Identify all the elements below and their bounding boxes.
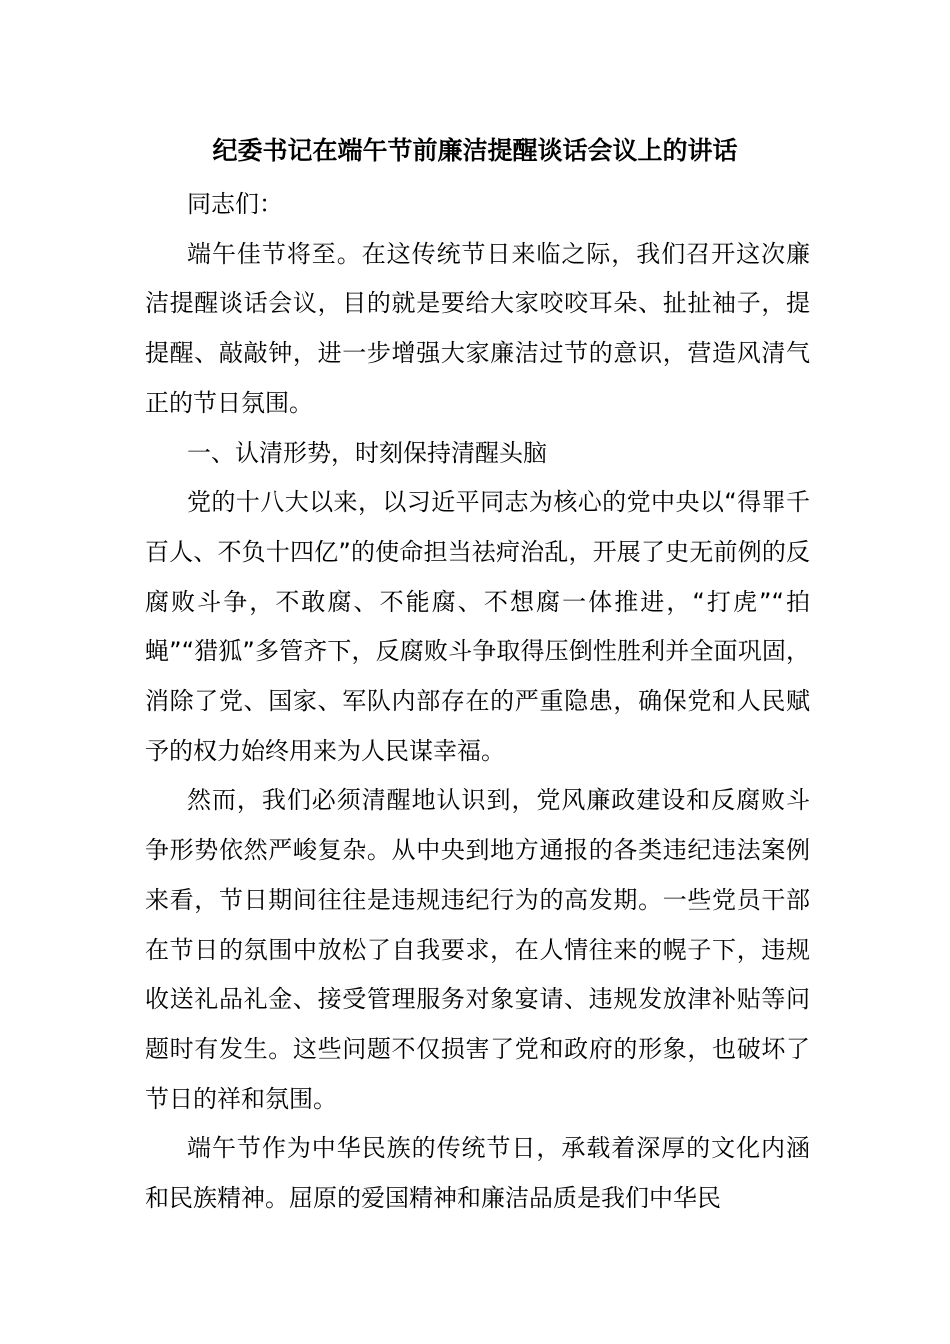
document-body [145,180,810,1224]
paragraph-dragon-boat: 端午节作为中华民族的传统节日，承载着深厚的文化内涵和民族精神。屈原的爱国精神和廉洁品质是我们中华民 [145,1134,810,1213]
paragraph-situation: 然而，我们必须清醒地认识到，党风廉政建设和反腐败斗争形势依然严峻复杂。从中央到地方通报的各类违纪违法案例来看，节日期间往往是违规违纪行为的高发期。一些党员干部在节日的氛围中放松了自我要求，在人情往来的幌子下，违规收送礼品礼金、接受管理服务对象宴请、违规发放津补贴等问题时有发生。这些问题不仅损害了党和政府的形象，也破坏了节日的祥和氛围。 [145,786,810,1113]
salutation: 同志们： [187,190,283,218]
paragraph-achievements: 党的十八大以来，以习近平同志为核心的党中央以“得罪千百人、不负十四亿”的使命担当祛疴治乱，开展了史无前例的反腐败斗争，不敢腐、不能腐、不想腐一体推进，“打虎”“拍蝇”“猎狐”多管齐下，反腐败斗争取得压倒性胜利并全面巩固，消除了党、国家、军队内部存在的严重隐患，确保党和人民赋予的权力始终用来为人民谋幸福。 [145,488,810,765]
document-title: 纪委书记在端午节前廉洁提醒谈话会议上的讲话 [212,136,738,165]
section-heading: 一、认清形势，时刻保持清醒头脑 [187,438,547,467]
paragraph-intro: 端午佳节将至。在这传统节日来临之际，我们召开这次廉洁提醒谈话会议，目的就是要给大家咬咬耳朵、扯扯袖子，提提醒、敲敲钟，进一步增强大家廉洁过节的意识，营造风清气正的节日氛围。 [145,239,810,417]
